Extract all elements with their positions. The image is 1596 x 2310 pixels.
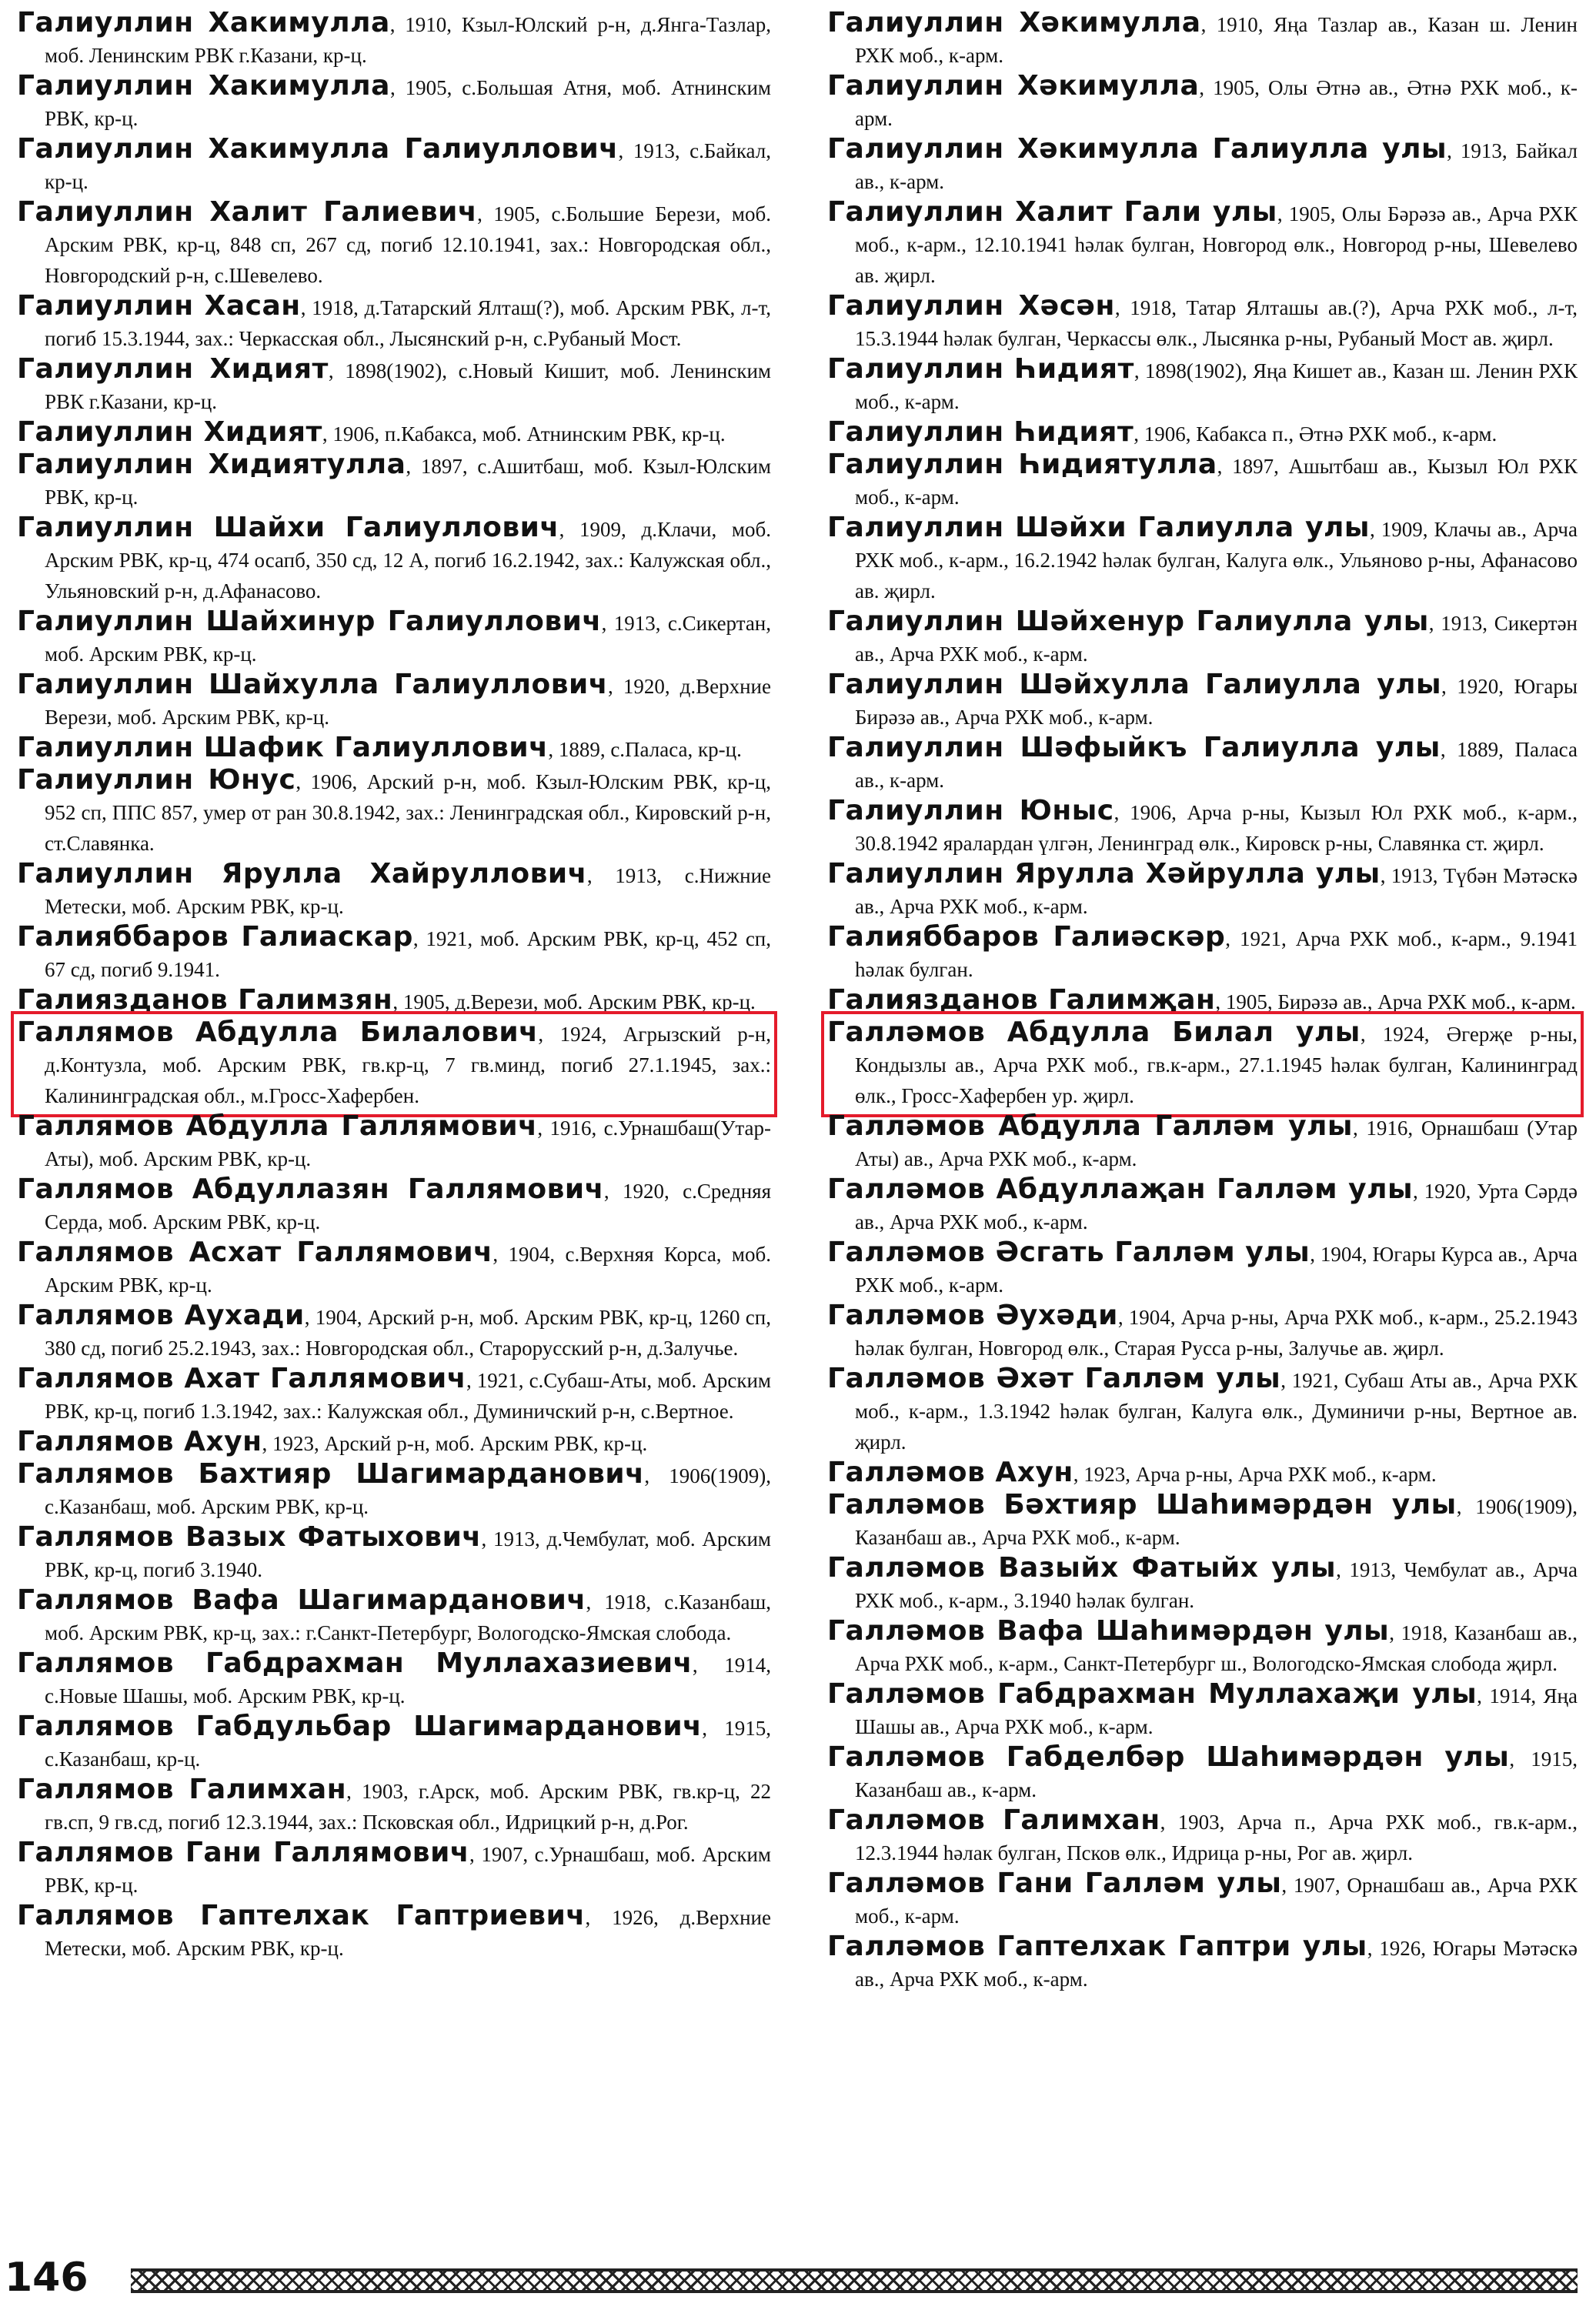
person-name: Галләмов Бәхтияр Шаһимәрдән улы: [827, 1489, 1457, 1521]
entry-details: , 1904, Арский р-н, моб. Арским РВК, кр-ц, 1260 сп, 380 сд, погиб 25.2.1943, зах.: Новгородская обл., Старорусский р-н, д.Залучье.: [45, 1306, 771, 1360]
entry-details: , 1910, Кзыл-Юлский р-н, д.Янга-Тазлар, моб. Ленинским РВК г.Казани, кр-ц.: [45, 13, 771, 67]
person-name: Галиуллин Хәкимулла: [827, 70, 1200, 102]
left-entry: [17, 449, 771, 512]
person-name: Галиязданов Галимҗан: [827, 984, 1216, 1016]
right-entry: [827, 354, 1578, 417]
right-entry: [827, 733, 1578, 796]
right-entry: [827, 1364, 1578, 1457]
entry-details: , 1910, Яңа Тазлар ав., Казан ш. Ленин РХК моб., к-арм.: [855, 13, 1578, 67]
person-name: Галиуллин Хәкимулла Галиулла улы: [827, 133, 1447, 165]
person-name: Галиязданов Галимзян: [17, 984, 393, 1016]
entry-details: , 1904, с.Верхняя Корса, моб. Арским РВК, кр-ц.: [45, 1243, 771, 1297]
entry-details: , 1889, с.Паласа, кр-ц.: [548, 738, 742, 761]
right-entry: [827, 922, 1578, 985]
entry-details: , 1918, д.Татарский Ялташ(?), моб. Арским РВК, л-т, погиб 15.3.1944, зах.: Черкасская обл., Лысянский р-н, с.Рубаный Мост.: [45, 296, 771, 350]
person-name: Галләмов Абдулла Галләм улы: [827, 1110, 1353, 1142]
entry-details: , 1915, Казанбаш ав., к-арм.: [855, 1748, 1578, 1801]
right-entry: [827, 1553, 1578, 1616]
person-name: Галиуллин Хидият: [17, 416, 322, 448]
entry-details: , 1916, с.Урнашбаш(Утар-Аты), моб. Арским РВК, кр-ц.: [45, 1117, 771, 1170]
entry-details: , 1906, Кабакса п., Әтнә РХК моб., к-арм.: [1134, 422, 1498, 446]
left-entry: [17, 606, 771, 669]
person-name: Галләмов Әсгать Галләм улы: [827, 1237, 1311, 1268]
right-entry: [827, 1300, 1578, 1364]
entry-details: , 1906(1909), с.Казанбаш, моб. Арским РВК, кр-ц.: [45, 1464, 771, 1518]
person-name: Галиуллин Шайхинур Галиуллович: [17, 606, 602, 637]
entry-details: , 1898(1902), Яңа Кишет ав., Казан ш. Ленин РХК моб., к-арм.: [855, 359, 1578, 413]
right-entry: [827, 512, 1578, 606]
left-entry: [17, 1300, 771, 1364]
person-name: Галлямов Галимхан: [17, 1774, 347, 1805]
left-entry: [17, 8, 771, 71]
left-entry: [17, 859, 771, 922]
entry-details: , 1909, Клачы ав., Арча РХК моб., к-арм., 16.2.1942 һәлак булган, Калуга өлк., Ульяново р-ны, Афанасово ав. җирл.: [855, 518, 1578, 603]
person-name: Галләмов Абдулла Билал улы: [827, 1016, 1361, 1048]
person-name: Галлямов Ахат Галлямович: [17, 1363, 466, 1394]
entry-details: , 1921, Субаш Аты ав., Арча РХК моб., к-арм., 1.3.1942 һәлак булган, Калуга өлк., Думиничи р-ны, Вертное ав. җирл.: [855, 1369, 1578, 1454]
right-entry: [827, 1111, 1578, 1174]
right-entry: [827, 985, 1578, 1017]
left-entry: [17, 1459, 771, 1522]
right-entry: [827, 1742, 1578, 1805]
person-name: Галләмов Әухәди: [827, 1300, 1118, 1331]
right-entry: [827, 796, 1578, 859]
entry-details: , 1923, Арча р-ны, Арча РХК моб., к-арм.: [1073, 1463, 1437, 1486]
person-name: Галиуллин Юнус: [17, 764, 296, 796]
person-name: Галләмов Вазыйх Фатыйх улы: [827, 1552, 1337, 1584]
entry-details: , 1924, Агрызский р-н, д.Контузла, моб. Арским РВК, гв.кр-ц, 7 гв.минд, погиб 27.1.1945, зах.: Калининградская обл., м.Гросс-Хафербен.: [45, 1023, 771, 1107]
right-entry: [827, 449, 1578, 512]
right-column-tatar: [827, 8, 1578, 1995]
decorative-ornament-band: [131, 2268, 1578, 2293]
person-name: Галлямов Гани Галлямович: [17, 1837, 470, 1868]
right-entry: [827, 1616, 1578, 1679]
entry-details: , 1915, с.Казанбаш, кр-ц.: [45, 1717, 772, 1771]
person-name: Галлямов Аухади: [17, 1300, 305, 1331]
entry-details: , 1898(1902), с.Новый Кишит, моб. Ленинским РВК г.Казани, кр-ц.: [45, 359, 771, 413]
person-name: Галиуллин Шафик Галиуллович: [17, 732, 549, 763]
left-entry-highlighted: [17, 1017, 771, 1111]
person-name: Галлямов Ахун: [17, 1426, 262, 1457]
left-entry: [17, 1427, 771, 1459]
person-name: Галләмов Әхәт Галләм улы: [827, 1363, 1281, 1394]
entry-details: , 1905, Олы Әтнә ав., Әтнә РХК моб., к-арм.: [855, 76, 1578, 130]
person-name: Галияббаров Галиаскар: [17, 921, 413, 953]
person-name: Галиуллин Хидият: [17, 353, 329, 385]
entry-details: , 1921, с.Субаш-Аты, моб. Арским РВК, кр-ц, погиб 1.3.1942, зах.: Калужская обл., Думиничский р-н, с.Вертное.: [45, 1369, 771, 1423]
person-name: Галлямов Асхат Галлямович: [17, 1237, 493, 1268]
person-name: Галлямов Габдрахман Муллахазиевич: [17, 1647, 693, 1679]
person-name: Галлямов Абдулла Билалович: [17, 1016, 539, 1048]
entry-details: , 1905, Бирәзә ав., Арча РХК моб., к-арм.: [1215, 990, 1576, 1013]
entry-details: , 1918, Татар Ялташы ав.(?), Арча РХК моб., л-т, 15.3.1944 һәлак булган, Черкассы өлк., Лысянка р-ны, Рубаный Мост ав. җирл.: [855, 296, 1578, 350]
person-name: Галләмов Гани Галләм улы: [827, 1868, 1282, 1899]
entry-details: , 1907, с.Урнашбаш, моб. Арским РВК, кр-ц.: [45, 1843, 771, 1897]
person-name: Галиуллин Хакимулла: [17, 70, 390, 102]
right-entry: [827, 1805, 1578, 1868]
left-entry: [17, 354, 771, 417]
person-name: Галиуллин Халит Гали улы: [827, 196, 1277, 228]
person-name: Галиуллин Халит Галиевич: [17, 196, 478, 228]
person-name: Галлямов Бахтияр Шагимарданович: [17, 1458, 645, 1490]
entry-details: , 1905, с.Большая Атня, моб. Атнинским РВК, кр-ц.: [45, 76, 771, 130]
right-entry: [827, 1174, 1578, 1237]
left-column-russian: [17, 8, 771, 1964]
entry-details: , 1920, д.Верхние Верези, моб. Арским РВК, кр-ц.: [45, 675, 771, 729]
entry-details: , 1913, Түбән Мәтәскә ав., Арча РХК моб., к-арм.: [855, 864, 1578, 918]
person-name: Галләмов Гаптелхак Гаптри улы: [827, 1931, 1367, 1962]
person-name: Галиуллин Ярулла Хайруллович: [17, 858, 587, 890]
left-entry: [17, 1711, 771, 1774]
person-name: Галиуллин Шайхулла Галиуллович: [17, 669, 608, 700]
left-entry: [17, 1111, 771, 1174]
person-name: Галиуллин Ярулла Хәйрулла улы: [827, 858, 1381, 890]
entry-details: , 1920, с.Средняя Серда, моб. Арским РВК, кр-ц.: [45, 1180, 771, 1233]
entry-details: , 1905, Олы Бәрәзә ав., Арча РХК моб., к-арм., 12.10.1941 һәлак булган, Новгород өлк., Новгород р-ны, Шевелево ав. җирл.: [855, 202, 1578, 287]
person-name: Галлямов Вафа Шагимарданович: [17, 1584, 586, 1616]
entry-details: , 1914, с.Новые Шашы, моб. Арским РВК, кр-ц.: [45, 1654, 771, 1707]
left-entry: [17, 1522, 771, 1585]
entry-details: , 1897, Ашытбаш ав., Кызыл Юл РХК моб., к-арм.: [855, 455, 1578, 509]
person-name: Галләмов Вафа Шаһимәрдән улы: [827, 1615, 1390, 1647]
right-entry: [827, 417, 1578, 449]
person-name: Галлямов Габдульбар Шагимарданович: [17, 1711, 703, 1742]
entry-details: , 1916, Орнашбаш (Утар Аты) ав., Арча РХК моб., к-арм.: [855, 1117, 1578, 1170]
person-name: Галләмов Габдрахман Муллахаҗи улы: [827, 1678, 1477, 1710]
person-name: Галлямов Вазых Фатыхович: [17, 1521, 482, 1553]
entry-details: , 1904, Югары Курса ав., Арча РХК моб., к-арм.: [855, 1243, 1578, 1297]
entry-details: , 1924, Әгерҗе р-ны, Кондызлы ав., Арча РХК моб., гв.к-арм., 27.1.1945 һәлак булган, Калининград өлк., Гросс-Хафербен ур. җирл.: [855, 1023, 1578, 1107]
left-entry: [17, 197, 771, 291]
entry-details: , 1914, Яңа Шашы ав., Арча РХК моб., к-арм.: [855, 1684, 1578, 1738]
left-entry: [17, 1174, 771, 1237]
left-entry: [17, 417, 771, 449]
entry-details: , 1905, д.Верези, моб. Арским РВК, кр-ц.: [392, 990, 756, 1013]
entry-details: , 1906(1909), Казанбаш ав., Арча РХК моб., к-арм.: [855, 1495, 1578, 1549]
entry-details: , 1905, с.Большие Берези, моб. Арским РВК, кр-ц, 848 сп, 267 сд, погиб 12.10.1941, зах.: Новгородская обл., Новгородский р-н, с.Шевелево.: [45, 202, 771, 287]
person-name: Галиуллин Хәсән: [827, 290, 1115, 322]
left-entry: [17, 1901, 771, 1964]
person-name: Галиуллин Шәфыйкъ Галиулла улы: [827, 732, 1441, 763]
left-entry: [17, 1774, 771, 1838]
entry-details: , 1913, с.Сикертан, моб. Арским РВК, кр-ц.: [45, 612, 772, 666]
person-name: Галиуллин Шайхи Галиуллович: [17, 512, 559, 543]
left-entry: [17, 922, 771, 985]
right-entry: [827, 291, 1578, 354]
person-name: Галияббаров Галиәскәр: [827, 921, 1226, 953]
right-entry: [827, 606, 1578, 669]
right-entry: [827, 71, 1578, 134]
right-entry-highlighted: [827, 1017, 1578, 1111]
entry-details: , 1918, Казанбаш ав., Арча РХК моб., к-арм., Санкт-Петербург ш., Вологодско-Ямская слобода җирл.: [855, 1621, 1578, 1675]
entry-details: , 1906, Арча р-ны, Кызыл Юл РХК моб., к-арм., 30.8.1942 яралардан үлгән, Ленинград өлк., Кировск р-ны, Славянка ст. җирл.: [855, 801, 1578, 855]
left-entry: [17, 512, 771, 606]
left-entry: [17, 669, 771, 733]
right-entry: [827, 1457, 1578, 1490]
person-name: Галиуллин Һидият: [827, 416, 1134, 448]
right-entry: [827, 134, 1578, 197]
right-entry: [827, 1868, 1578, 1931]
entry-details: , 1921, Арча РХК моб., к-арм., 9.1941 һәлак булган.: [855, 927, 1578, 981]
person-name: Галлямов Гаптелхак Гаптриевич: [17, 1900, 586, 1931]
person-name: Галләмов Ахун: [827, 1457, 1073, 1488]
right-entry: [827, 197, 1578, 291]
left-entry: [17, 765, 771, 859]
right-entry: [827, 1237, 1578, 1300]
person-name: Галиуллин Хәкимулла: [827, 7, 1201, 38]
right-entry: [827, 1490, 1578, 1553]
person-name: Галиуллин Һидият: [827, 353, 1134, 385]
entry-details: , 1907, Орнашбаш ав., Арча РХК моб., к-арм.: [855, 1874, 1578, 1928]
right-entry: [827, 1931, 1578, 1995]
person-name: Галиуллин Шәйхенур Галиулла улы: [827, 606, 1429, 637]
entry-details: , 1913, Байкал ав., к-арм.: [855, 139, 1578, 193]
right-entry: [827, 1679, 1578, 1742]
page-footer: [0, 2255, 1596, 2310]
entry-details: , 1920, Урта Сәрдә ав., Арча РХК моб., к-арм.: [855, 1180, 1578, 1233]
entry-details: , 1889, Паласа ав., к-арм.: [855, 738, 1578, 792]
entry-details: , 1897, с.Ашитбаш, моб. Кзыл-Юлским РВК, кр-ц.: [45, 455, 771, 509]
entry-details: , 1909, д.Клачи, моб. Арским РВК, кр-ц, 474 осапб, 350 сд, 12 А, погиб 16.2.1942, зах.: Калужская обл., Ульяновский р-н, д.Афанасово.: [45, 518, 771, 603]
entry-details: , 1913, с.Нижние Метески, моб. Арским РВК, кр-ц.: [45, 864, 771, 918]
entry-details: , 1918, с.Казанбаш, моб. Арским РВК, кр-ц, зах.: г.Санкт-Петербург, Вологодско-Ямская слобода.: [45, 1591, 772, 1644]
entry-details: , 1921, моб. Арским РВК, кр-ц, 452 сп, 67 сд, погиб 9.1941.: [45, 927, 772, 981]
entry-details: , 1904, Арча р-ны, Арча РХК моб., к-арм., 25.2.1943 һәлак булган, Новгород өлк., Старая Русса р-ны, Залучье ав. җирл.: [855, 1306, 1578, 1360]
left-entry: [17, 291, 771, 354]
entry-details: , 1906, Арский р-н, моб. Кзыл-Юлским РВК, кр-ц, 952 сп, ППС 857, умер от ран 30.8.1942, зах.: Ленинградская обл., Кировский р-н, ст.Славянка.: [45, 770, 771, 855]
right-entry: [827, 859, 1578, 922]
person-name: Галиуллин Хидиятулла: [17, 449, 406, 480]
entry-details: , 1926, Югары Мәтәскә ав., Арча РХК моб., к-арм.: [855, 1937, 1578, 1991]
left-entry: [17, 134, 771, 197]
right-entry: [827, 669, 1578, 733]
person-name: Галиуллин Юныс: [827, 795, 1114, 826]
left-entry: [17, 985, 771, 1017]
entry-details: , 1913, Сикертән ав., Арча РХК моб., к-арм.: [855, 612, 1578, 666]
entry-details: , 1906, п.Кабакса, моб. Атнинским РВК, кр-ц.: [322, 422, 726, 446]
person-name: Галиуллин Хакимулла Галиуллович: [17, 133, 619, 165]
entry-details: , 1903, г.Арск, моб. Арским РВК, гв.кр-ц, 22 гв.сп, 9 гв.сд, погиб 12.3.1944, зах.: Псковская обл., Идрицкий р-н, д.Рог.: [45, 1780, 771, 1834]
person-name: Галлямов Абдулла Галлямович: [17, 1110, 538, 1142]
left-entry: [17, 1648, 771, 1711]
entry-details: , 1920, Югары Бирәзә ав., Арча РХК моб., к-арм.: [855, 675, 1578, 729]
person-name: Галләмов Абдуллаҗан Галләм улы: [827, 1173, 1414, 1205]
person-name: Галләмов Габделбәр Шаһимәрдән улы: [827, 1741, 1510, 1773]
person-name: Галлямов Абдуллазян Галлямович: [17, 1173, 604, 1205]
person-name: Галиуллин Һидиятулла: [827, 449, 1217, 480]
person-name: Галиуллин Шәйхулла Галиулла улы: [827, 669, 1442, 700]
person-name: Галләмов Галимхан: [827, 1804, 1160, 1836]
right-entry: [827, 8, 1578, 71]
left-entry: [17, 1838, 771, 1901]
entry-details: , 1903, Арча п., Арча РХК моб., гв.к-арм., 12.3.1944 һәлак булган, Псков өлк., Идрица р-ны, Рог ав. җирл.: [855, 1811, 1578, 1864]
entry-details: , 1913, д.Чембулат, моб. Арским РВК, кр-ц, погиб 3.1940.: [45, 1527, 771, 1581]
left-entry: [17, 1364, 771, 1427]
left-entry: [17, 1237, 771, 1300]
person-name: Галиуллин Хасан: [17, 290, 301, 322]
entry-details: , 1913, Чембулат ав., Арча РХК моб., к-арм., 3.1940 һәлак булган.: [855, 1558, 1578, 1612]
entry-details: , 1923, Арский р-н, моб. Арским РВК, кр-ц.: [262, 1432, 648, 1455]
page-number: 146: [5, 2255, 88, 2301]
entry-details: , 1913, с.Байкал, кр-ц.: [45, 139, 771, 193]
left-entry: [17, 733, 771, 765]
left-entry: [17, 1585, 771, 1648]
person-name: Галиуллин Шәйхи Галиулла улы: [827, 512, 1370, 543]
left-entry: [17, 71, 771, 134]
person-name: Галиуллин Хакимулла: [17, 7, 390, 38]
entry-details: , 1926, д.Верхние Метески, моб. Арским РВК, кр-ц.: [45, 1906, 771, 1960]
